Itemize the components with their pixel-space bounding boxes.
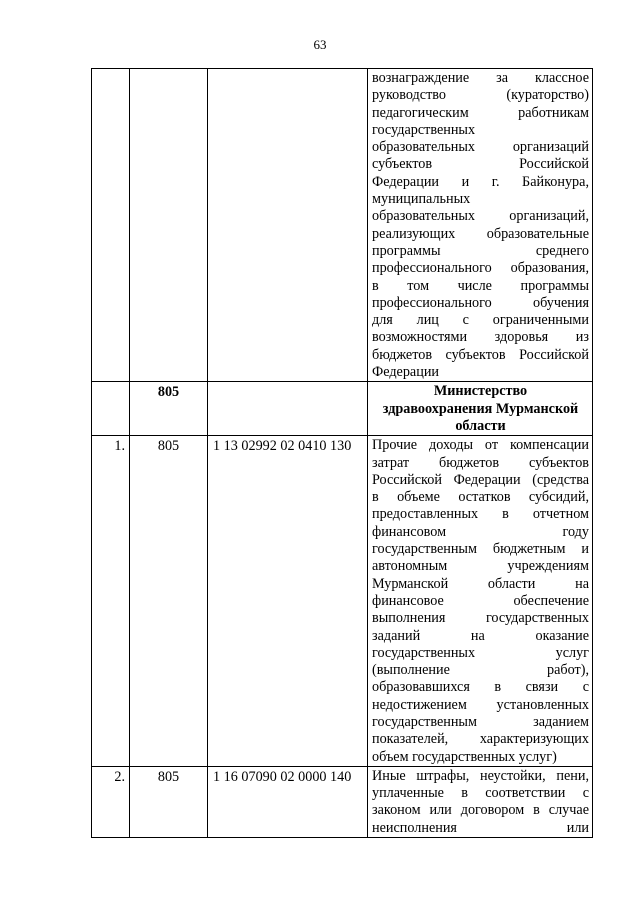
row-index (92, 382, 130, 436)
admin-code: 805 (130, 766, 208, 837)
description-line: образовательных организаций (372, 139, 589, 156)
kbk-code (208, 69, 368, 382)
description-line: для лиц с ограниченными (372, 312, 589, 329)
description-line: неисполнения или (372, 819, 589, 836)
kbk-code: 1 16 07090 02 0000 140 (208, 766, 368, 837)
admin-code: 805 (130, 436, 208, 767)
description-line: профессионального образования, (372, 260, 589, 277)
revenue-description (368, 69, 593, 382)
description-line: реализующих образовательные (372, 225, 589, 242)
description-line: выполнения государственных (372, 610, 589, 627)
description-line: заданий на оказание (372, 627, 589, 644)
page-number: 63 (313, 37, 327, 52)
admin-code: 805 (130, 382, 208, 436)
description-line: затрат бюджетов субъектов (372, 454, 589, 471)
description-line: государственным бюджетным и (372, 541, 589, 558)
table-row (92, 436, 593, 767)
description-line: Федерации (372, 364, 440, 381)
description-line: программы среднего (372, 242, 589, 259)
kbk-code: 1 13 02992 02 0410 130 (208, 436, 368, 767)
description-line: вознаграждение за классное (372, 70, 589, 86)
description-line: в том числе программы (372, 277, 589, 294)
description-line: образовавшихся в связи с (372, 679, 589, 696)
description-line: субъектов Российской (372, 156, 589, 173)
description-line: Российской Федерации (средства (372, 471, 589, 488)
description-line: показателей, характеризующих (372, 731, 589, 748)
description-line: Иные штрафы, неустойки, пени, (372, 767, 589, 784)
revenue-description (368, 436, 593, 767)
description-line: государственных (372, 121, 476, 138)
description-line: руководство (кураторство) (372, 87, 589, 104)
description-line: уплаченные в соответствии с (372, 785, 589, 802)
description-line: Мурманской области на (372, 575, 589, 592)
table-row (92, 69, 593, 382)
description-line: (выполнение работ), (372, 662, 589, 679)
description-line: недостижением установленных (372, 696, 589, 713)
revenue-description (368, 766, 593, 837)
description-line: предоставленных в отчетном (372, 506, 589, 523)
description-line: финансовом году (372, 523, 589, 540)
revenue-table (91, 68, 593, 838)
description-line: законом или договором в случае (372, 802, 589, 819)
description-line: муниципальных (372, 191, 471, 208)
description-line: в объеме остатков субсидий, (372, 489, 589, 506)
ministry-name-line: области (455, 417, 506, 434)
description-line: бюджетов субъектов Российской (372, 346, 589, 363)
description-line: образовательных организаций, (372, 208, 589, 225)
admin-code (130, 69, 208, 382)
description-line: государственным заданием (372, 713, 589, 730)
table-row (92, 382, 593, 436)
table-row (92, 766, 593, 837)
description-line: объем государственных услуг) (372, 748, 557, 765)
row-index: 1. (92, 436, 130, 767)
description-line: финансовое обеспечение (372, 592, 589, 609)
description-line: возможностями здоровья из (372, 329, 589, 346)
description-line: педагогическим работникам (372, 104, 589, 121)
ministry-name-line: здравоохранения Мурманской (382, 400, 579, 417)
row-index (92, 69, 130, 382)
ministry-name (368, 382, 593, 436)
kbk-code (208, 382, 368, 436)
description-line: профессионального обучения (372, 294, 589, 311)
row-index: 2. (92, 766, 130, 837)
description-line: Федерации и г. Байконура, (372, 173, 589, 190)
description-line: государственных услуг (372, 644, 589, 661)
description-line: автономным учреждениям (372, 558, 589, 575)
ministry-name-line: Министерство (433, 383, 528, 400)
description-line: Прочие доходы от компенсации (372, 437, 589, 454)
